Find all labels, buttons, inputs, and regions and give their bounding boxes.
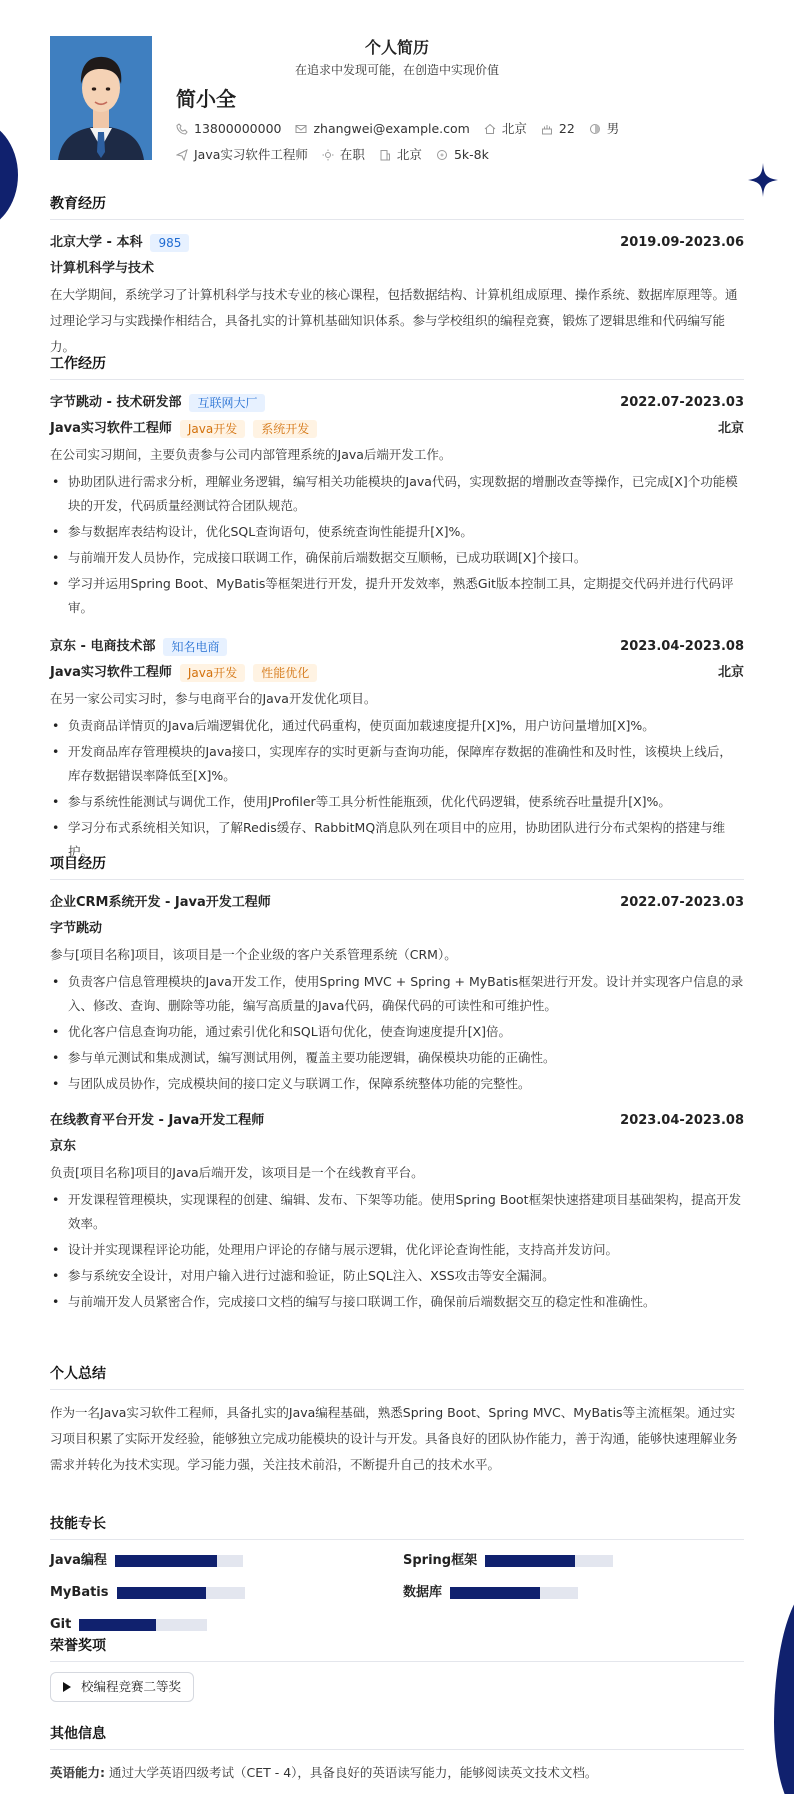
projects-section (50, 854, 744, 1314)
company-name: 京东 - 电商技术部 (50, 638, 156, 654)
work-period: 2022.07-2023.03 (620, 394, 744, 410)
skill-bar (485, 1555, 613, 1567)
section-title-work: 工作经历 (50, 354, 744, 380)
email-text: zhangwei@example.com (313, 121, 470, 136)
target-city-text: 北京 (396, 147, 422, 162)
work-city: 北京 (717, 664, 744, 680)
section-title-skills: 技能专长 (50, 1514, 744, 1540)
education-section (50, 194, 744, 360)
skill-item (403, 1582, 578, 1605)
skill-bar-fill (79, 1619, 156, 1631)
project-desc: 负责[项目名称]项目的Java后端开发，该项目是一个在线教育平台。 (50, 1165, 424, 1180)
mail-icon (295, 123, 307, 135)
work-section (50, 354, 744, 864)
school-name: 北京大学 - 本科 (50, 234, 143, 250)
project-org-text: 字节跳动 (50, 920, 103, 936)
list-item: • 学习并运用Spring Boot、MyBatis等框架进行开发，提升开发效率，熟悉Git版本控制工具，定期提交代码并进行代码评审。 (50, 572, 744, 620)
skill-item (50, 1582, 245, 1605)
work-entry-header (50, 390, 744, 416)
work-entry (50, 634, 744, 864)
status-item (322, 144, 365, 166)
education-period: 2019.09-2023.06 (620, 234, 744, 250)
award-item[interactable] (50, 1672, 194, 1702)
job-target-item (176, 144, 308, 166)
sparkle-icon (748, 163, 778, 197)
other-section (50, 1724, 744, 1786)
work-desc: 在另一家公司实习时，参与电商平台的Java开发优化项目。 (50, 691, 377, 706)
summary-section (50, 1364, 744, 1478)
job-intent-row (176, 144, 503, 166)
salary-item (436, 144, 489, 166)
skill-bar-fill (117, 1587, 207, 1599)
other-text: 通过大学英语四级考试（CET - 4），具备良好的英语读写能力，能够阅读英文技术文档。 (108, 1765, 598, 1780)
project-entry (50, 890, 744, 1096)
skill-tag: Java开发 (180, 664, 245, 682)
skill-name: Spring框架 (403, 1553, 478, 1568)
company-name: 字节跳动 - 技术研发部 (50, 394, 182, 410)
resume-page (50, 36, 744, 1780)
coin-icon (436, 149, 448, 161)
education-desc: 在大学期间，系统学习了计算机科学与技术专业的核心课程，包括数据结构、计算机组成原理、操作系统、数据库原理等。通过理论学习与实践操作相结合，具备扎实的计算机基础知识体系。参与学校组织的编程竞赛，锻炼了逻辑思维和代码编写能力。 (50, 287, 738, 354)
company-tag: 知名电商 (163, 638, 227, 656)
project-bullets (50, 970, 744, 1096)
skill-tag: 系统开发 (253, 420, 317, 438)
awards-section (50, 1636, 744, 1702)
phone-item (176, 118, 281, 140)
skill-name: 数据库 (403, 1585, 443, 1600)
send-icon (176, 149, 188, 161)
building-icon (379, 149, 391, 161)
sun-icon (322, 149, 334, 161)
email-item (295, 118, 469, 140)
candidate-name: 简小全 (176, 87, 236, 111)
role-title: Java实习软件工程师 (50, 420, 172, 436)
skill-item (50, 1550, 243, 1573)
list-item: • 与团队成员协作，完成模块间的接口定义与联调工作，保障系统整体功能的完整性。 (50, 1072, 744, 1096)
section-title-summary: 个人总结 (50, 1364, 744, 1390)
work-bullets (50, 470, 744, 620)
gender-item (589, 118, 620, 140)
project-entry (50, 1108, 744, 1314)
list-item: • 与前端开发人员紧密合作，完成接口文档的编写与接口联调工作，确保前后端数据交互的稳定性和准确性。 (50, 1290, 744, 1314)
project-name: 在线教育平台开发 - Java开发工程师 (50, 1112, 265, 1128)
skill-bar-fill (115, 1555, 217, 1567)
gender-icon (589, 123, 601, 135)
work-period: 2023.04-2023.08 (620, 638, 744, 654)
major (50, 256, 744, 282)
section-title-awards: 荣誉奖项 (50, 1636, 744, 1662)
skill-bar (79, 1619, 207, 1631)
school-tag: 985 (150, 234, 189, 252)
list-item: • 与前端开发人员协作，完成接口联调工作，确保前后端数据交互顺畅，已成功联调[X]个接口。 (50, 546, 744, 570)
age-item (541, 118, 575, 140)
job-target-text: Java实习软件工程师 (194, 147, 308, 162)
list-item: • 设计并实现课程评论功能，处理用户评论的存储与展示逻辑，优化评论查询性能，支持高并发访问。 (50, 1238, 744, 1262)
phone-icon (176, 123, 188, 135)
work-entry-header (50, 634, 744, 660)
award-text: 校编程竞赛二等奖 (81, 1679, 182, 1695)
project-org (50, 916, 744, 942)
work-city: 北京 (717, 420, 744, 436)
work-bullets (50, 714, 744, 864)
project-desc: 参与[项目名称]项目，该项目是一个企业级的客户关系管理系统（CRM）。 (50, 947, 457, 962)
list-item: • 开发课程管理模块，实现课程的创建、编辑、发布、下架等功能。使用Spring Boot框架快速搭建项目基础架构，提高开发效率。 (50, 1188, 744, 1236)
role-row (50, 660, 744, 686)
other-label: 英语能力: (50, 1765, 105, 1780)
list-item: • 协助团队进行需求分析，理解业务逻辑，编写相关功能模块的Java代码，实现数据的增删改查等操作，已完成[X]个功能模块的开发，代码质量经测试符合团队规范。 (50, 470, 744, 518)
contact-row (176, 118, 633, 140)
page-title: 个人简历 (364, 38, 429, 57)
company-tag: 互联网大厂 (189, 394, 265, 412)
list-item: • 学习分布式系统相关知识，了解Redis缓存、RabbitMQ消息队列在项目中的应用，协助团队进行分布式架构的搭建与维护。 (50, 816, 744, 864)
project-header (50, 890, 744, 916)
work-desc: 在公司实习期间，主要负责参与公司内部管理系统的Java后端开发工作。 (50, 447, 452, 462)
skill-name: Git (50, 1617, 72, 1632)
skill-tag: 性能优化 (253, 664, 317, 682)
project-bullets (50, 1188, 744, 1314)
skill-item (403, 1550, 613, 1573)
work-entry (50, 390, 744, 620)
list-item: • 开发商品库存管理模块的Java接口，实现库存的实时更新与查询功能，保障库存数据的准确性和及时性，该模块上线后，库存数据错误率降低至[X]%。 (50, 740, 744, 788)
skill-name: MyBatis (50, 1585, 109, 1600)
skill-tag: Java开发 (180, 420, 245, 438)
list-item: • 参与系统性能测试与调优工作，使用JProfiler等工具分析性能瓶颈，优化代码逻辑，使系统吞吐量提升[X]%。 (50, 790, 744, 814)
section-title-other: 其他信息 (50, 1724, 744, 1750)
decorative-blob-left (0, 120, 18, 230)
gender-text: 男 (606, 121, 620, 136)
phone-text: 13800000000 (194, 121, 282, 136)
project-name: 企业CRM系统开发 - Java开发工程师 (50, 894, 271, 910)
skill-bar-fill (485, 1555, 575, 1567)
role-title: Java实习软件工程师 (50, 664, 172, 680)
location-item (484, 118, 527, 140)
age-text: 22 (558, 121, 575, 136)
project-org (50, 1134, 744, 1160)
resume-header (50, 36, 744, 172)
project-org-text: 京东 (50, 1138, 77, 1154)
list-item: • 负责商品详情页的Java后端逻辑优化，通过代码重构，使页面加载速度提升[X]%，用户访问量增加[X]%。 (50, 714, 744, 738)
status-text: 在职 (339, 147, 365, 162)
skill-item (50, 1614, 207, 1637)
target-city-item (379, 144, 422, 166)
skill-bar-fill (450, 1587, 540, 1599)
major-text: 计算机科学与技术 (50, 260, 155, 276)
project-period: 2023.04-2023.08 (620, 1112, 744, 1128)
caret-right-icon (63, 1682, 71, 1692)
role-row (50, 416, 744, 442)
summary-text: 作为一名Java实习软件工程师，具备扎实的Java编程基础，熟悉Spring Boot、Spring MVC、MyBatis等主流框架。通过实习项目积累了实际开发经验，能够独立完成功能模块的设计与开发。具备良好的团队协作能力，善于沟通，能够快速理解业务需求并转化为技术实现。学习能力强，关注技术前沿，不断提升自己的技术水平。 (50, 1405, 738, 1472)
motto: 在追求中发现可能，在创造中实现价值 (294, 63, 499, 77)
cake-icon (541, 123, 553, 135)
salary-text: 5k-8k (453, 147, 489, 162)
list-item: • 负责客户信息管理模块的Java开发工作，使用Spring MVC + Spring + MyBatis框架进行开发。设计并实现客户信息的录入、修改、查询、删除等功能，编写高质量的Java代码，确保代码的可读性和可维护性。 (50, 970, 744, 1018)
home-icon (484, 123, 496, 135)
list-item: • 参与数据库表结构设计，优化SQL查询语句，使系统查询性能提升[X]%。 (50, 520, 744, 544)
education-header (50, 230, 744, 256)
project-period: 2022.07-2023.03 (620, 894, 744, 910)
skill-bar (450, 1587, 578, 1599)
skill-bar (117, 1587, 245, 1599)
skill-bar (115, 1555, 243, 1567)
skill-name: Java编程 (50, 1553, 107, 1568)
section-title-education: 教育经历 (50, 194, 744, 220)
list-item: • 参与系统安全设计，对用户输入进行过滤和验证，防止SQL注入、XSS攻击等安全漏洞。 (50, 1264, 744, 1288)
other-info (50, 1760, 744, 1786)
list-item: • 优化客户信息查询功能，通过索引优化和SQL语句优化，使查询速度提升[X]倍。 (50, 1020, 744, 1044)
section-title-projects: 项目经历 (50, 854, 744, 880)
project-header (50, 1108, 744, 1134)
location-text: 北京 (501, 121, 527, 136)
list-item: • 参与单元测试和集成测试，编写测试用例，覆盖主要功能逻辑，确保模块功能的正确性。 (50, 1046, 744, 1070)
decorative-blob-bottom-right (774, 1584, 794, 1794)
